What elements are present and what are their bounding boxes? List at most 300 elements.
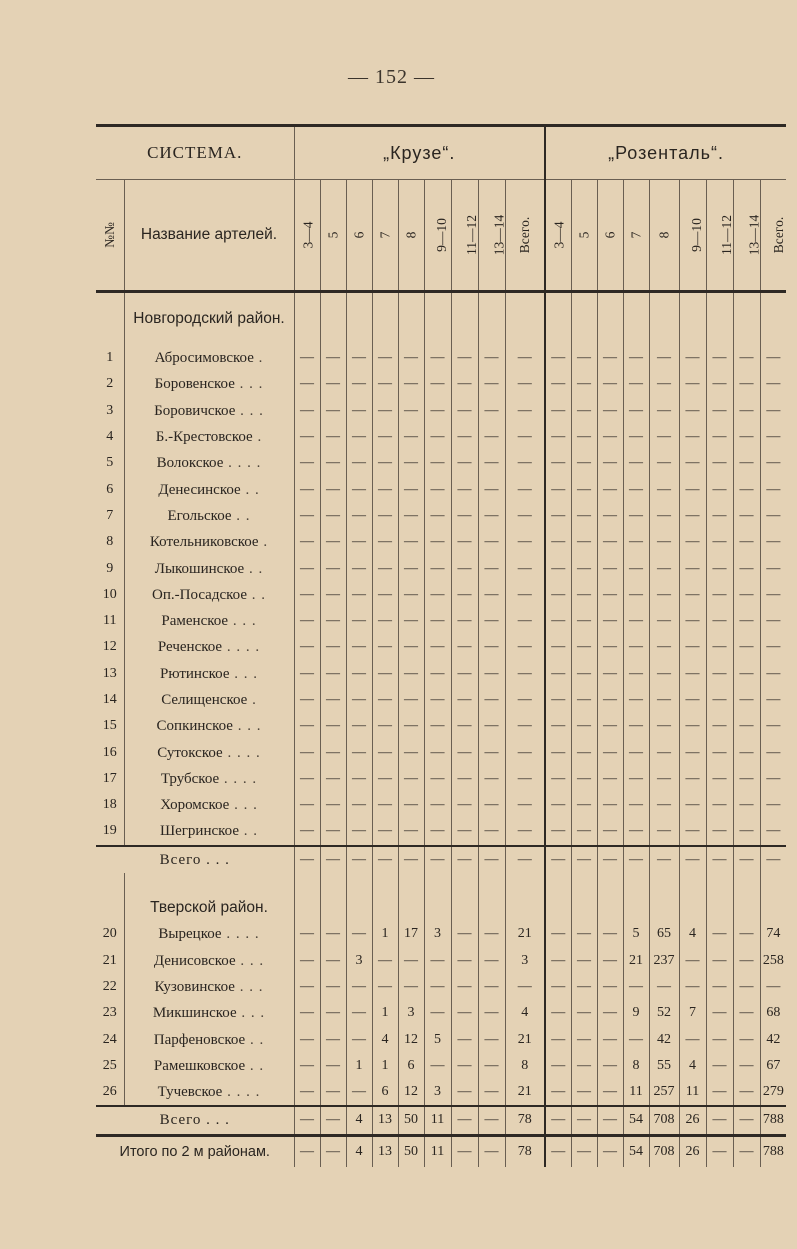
kruze-value: — — [424, 818, 451, 845]
grand-total-label: Итого по 2 м районам. — [96, 1135, 294, 1167]
kruze-value: — — [320, 974, 346, 1000]
rozental-value: — — [706, 450, 733, 476]
kruze-col-header: 6 — [346, 180, 372, 292]
rozental-value: — — [623, 846, 649, 873]
kruze-value: — — [478, 921, 505, 947]
kruze-value: — — [398, 555, 424, 581]
rozental-value: — — [706, 398, 733, 424]
kruze-value: — — [320, 1135, 346, 1167]
rozental-value: — — [597, 661, 623, 687]
kruze-value: 3 — [424, 1079, 451, 1106]
rozental-value: — — [649, 476, 679, 502]
rozental-value: 257 — [649, 1079, 679, 1106]
rozental-value: — — [623, 371, 649, 397]
artel-name-cell — [124, 1000, 294, 1026]
rozental-value: — — [679, 661, 706, 687]
rozental-value: — — [649, 555, 679, 581]
kruze-value: — — [451, 1135, 478, 1167]
kruze-value: — — [398, 450, 424, 476]
artel-name-cell — [124, 792, 294, 818]
kruze-value: — — [346, 582, 372, 608]
kruze-value: — — [478, 974, 505, 1000]
rozental-value: 258 — [760, 948, 786, 974]
kruze-value: — — [294, 608, 320, 634]
rozental-value: — — [571, 398, 597, 424]
rozental-value: — — [623, 503, 649, 529]
kruze-value: — — [294, 739, 320, 765]
rozental-value: — — [597, 529, 623, 555]
kruze-value: — — [478, 1053, 505, 1079]
rozental-value: — — [733, 687, 760, 713]
rozental-value: — — [545, 792, 571, 818]
rozental-value: 26 — [679, 1106, 706, 1135]
kruze-value: — — [451, 1079, 478, 1106]
kruze-value: — — [505, 582, 545, 608]
rozental-value: — — [545, 1000, 571, 1026]
rozental-value: — — [733, 582, 760, 608]
artel-name: Шегринское — [159, 823, 240, 840]
kruze-value: — — [294, 846, 320, 873]
spacer-row — [96, 873, 786, 895]
kruze-value: — — [372, 529, 398, 555]
row-number: 26 — [102, 1084, 117, 1100]
artel-name-cell — [124, 424, 294, 450]
kruze-value: — — [346, 921, 372, 947]
rozental-value: — — [623, 424, 649, 450]
rozental-value: — — [597, 846, 623, 873]
kruze-value: — — [320, 846, 346, 873]
row-number: 4 — [106, 429, 114, 445]
kruze-value: — — [478, 661, 505, 687]
artel-name: Трубское — [160, 770, 220, 787]
kruze-col-header: 11—12 — [451, 180, 478, 292]
row-number: 11 — [103, 613, 117, 629]
rozental-value: 237 — [649, 948, 679, 974]
kruze-value: — — [451, 503, 478, 529]
rozental-value: — — [649, 792, 679, 818]
rozental-value: — — [597, 713, 623, 739]
kruze-value: — — [320, 818, 346, 845]
kruze-value: — — [294, 634, 320, 660]
rozental-value: — — [760, 634, 786, 660]
kruze-col-header: 3—4 — [294, 180, 320, 292]
kruze-value: — — [320, 476, 346, 502]
kruze-value: — — [505, 818, 545, 845]
kruze-value: — — [451, 424, 478, 450]
kruze-value: 3 — [424, 921, 451, 947]
rozental-value: — — [760, 582, 786, 608]
rozental-value: — — [733, 529, 760, 555]
kruze-value: — — [320, 713, 346, 739]
kruze-value: — — [505, 608, 545, 634]
kruze-value: — — [294, 529, 320, 555]
kruze-value: — — [505, 687, 545, 713]
kruze-value: — — [372, 582, 398, 608]
rozental-value: — — [706, 1135, 733, 1167]
leader-dots: . . . — [228, 613, 257, 630]
row-number: 16 — [102, 744, 117, 760]
rozental-value: — — [706, 582, 733, 608]
kruze-value: — — [294, 1026, 320, 1052]
leader-dots: . . — [245, 1057, 265, 1074]
kruze-value: 50 — [398, 1135, 424, 1167]
rozental-value: 5 — [623, 921, 649, 947]
kruze-value: — — [398, 529, 424, 555]
rozental-value: 68 — [760, 1000, 786, 1026]
leader-dots: . . — [239, 823, 259, 840]
kruze-value: — — [372, 739, 398, 765]
kruze-value: 21 — [505, 1026, 545, 1052]
rozental-value: 788 — [760, 1135, 786, 1167]
rozental-value: — — [545, 398, 571, 424]
kruze-value: — — [424, 529, 451, 555]
kruze-value: — — [505, 398, 545, 424]
leader-dots: . . . — [236, 1005, 266, 1022]
kruze-value: — — [294, 1079, 320, 1106]
artel-name-cell — [124, 766, 294, 792]
kruze-value: — — [424, 345, 451, 371]
kruze-value: — — [320, 503, 346, 529]
artel-name-cell — [124, 398, 294, 424]
kruze-value: — — [294, 766, 320, 792]
artel-name-cell — [124, 687, 294, 713]
rozental-value: — — [649, 582, 679, 608]
rozental-value: — — [649, 424, 679, 450]
table-row — [96, 713, 786, 739]
kruze-value: — — [346, 818, 372, 845]
kruze-value: — — [424, 608, 451, 634]
rozental-value: — — [623, 450, 649, 476]
kruze-value: — — [372, 974, 398, 1000]
kruze-col-header: Всего. — [505, 180, 545, 292]
rozental-value: — — [545, 1106, 571, 1135]
rozental-value: — — [545, 345, 571, 371]
rozental-col-header: 7 — [623, 180, 649, 292]
artel-name-cell — [124, 582, 294, 608]
rozental-value: 788 — [760, 1106, 786, 1135]
kruze-value: — — [320, 371, 346, 397]
artels-table — [96, 124, 786, 1167]
table-row — [96, 634, 786, 660]
artel-name: Денисовское — [153, 952, 236, 969]
artel-name-cell — [124, 476, 294, 502]
artel-name-cell — [124, 450, 294, 476]
kruze-value: — — [478, 371, 505, 397]
kruze-value: — — [478, 766, 505, 792]
kruze-value: — — [505, 634, 545, 660]
kruze-value: — — [320, 792, 346, 818]
artel-name: Тучевское — [157, 1084, 223, 1101]
section-title: Тверской район. — [124, 895, 294, 921]
kruze-value: — — [372, 661, 398, 687]
artel-name-cell — [124, 818, 294, 845]
kruze-value: — — [372, 345, 398, 371]
kruze-value: — — [398, 634, 424, 660]
kruze-value: — — [372, 687, 398, 713]
rozental-value: — — [545, 1026, 571, 1052]
rozental-value: — — [649, 634, 679, 660]
rozental-value: — — [760, 661, 786, 687]
rozental-value: 4 — [679, 921, 706, 947]
rozental-value: — — [571, 948, 597, 974]
kruze-value: — — [294, 661, 320, 687]
kruze-value: — — [451, 921, 478, 947]
kruze-value: — — [294, 424, 320, 450]
kruze-value: — — [372, 503, 398, 529]
rozental-value: — — [733, 1106, 760, 1135]
rozental-value: — — [733, 974, 760, 1000]
rozental-value: — — [760, 974, 786, 1000]
rozental-value: — — [545, 739, 571, 765]
kruze-value: — — [478, 713, 505, 739]
kruze-value: — — [478, 608, 505, 634]
artel-name-cell — [124, 529, 294, 555]
kruze-value: — — [294, 503, 320, 529]
kruze-value: — — [320, 398, 346, 424]
kruze-value: — — [505, 713, 545, 739]
kruze-value: — — [451, 1106, 478, 1135]
rozental-value: — — [623, 608, 649, 634]
kruze-value: — — [505, 371, 545, 397]
kruze-value: — — [424, 503, 451, 529]
rozental-value: — — [571, 921, 597, 947]
kruze-value: — — [478, 1135, 505, 1167]
rozental-value: — — [623, 582, 649, 608]
rozental-value: — — [545, 450, 571, 476]
kruze-value: — — [478, 687, 505, 713]
rozental-value: — — [760, 371, 786, 397]
kruze-value: — — [424, 450, 451, 476]
rozental-value: — — [649, 503, 679, 529]
leader-dots: . — [253, 350, 264, 367]
kruze-value: — — [372, 450, 398, 476]
kruze-value: 6 — [398, 1053, 424, 1079]
table-row — [96, 608, 786, 634]
kruze-value: — — [451, 345, 478, 371]
rozental-value: — — [597, 424, 623, 450]
kruze-value: — — [505, 424, 545, 450]
rozental-value: — — [597, 1135, 623, 1167]
rozental-value: — — [649, 529, 679, 555]
kruze-value: — — [320, 1079, 346, 1106]
kruze-value: — — [424, 766, 451, 792]
rozental-value: — — [597, 921, 623, 947]
rozental-value: — — [597, 974, 623, 1000]
rozental-value: 4 — [679, 1053, 706, 1079]
rozental-value: — — [597, 1106, 623, 1135]
kruze-value: — — [478, 1000, 505, 1026]
rozental-value: — — [706, 1106, 733, 1135]
table-row — [96, 792, 786, 818]
kruze-value: — — [294, 476, 320, 502]
rozental-value: — — [597, 1026, 623, 1052]
kruze-value: 4 — [372, 1026, 398, 1052]
artel-name: Боровенское — [154, 376, 235, 393]
kruze-value: — — [294, 948, 320, 974]
rozental-value: — — [597, 687, 623, 713]
rozental-value: — — [733, 371, 760, 397]
kruze-value: — — [451, 555, 478, 581]
table-row — [96, 1079, 786, 1106]
rozental-value: — — [733, 555, 760, 581]
kruze-value: — — [372, 713, 398, 739]
table-row — [96, 503, 786, 529]
kruze-value: 4 — [505, 1000, 545, 1026]
table-row — [96, 555, 786, 581]
artel-name-cell — [124, 555, 294, 581]
rozental-value: — — [545, 582, 571, 608]
kruze-value: — — [424, 1000, 451, 1026]
rozental-value: 54 — [623, 1135, 649, 1167]
section-title-row — [96, 292, 786, 346]
rozental-value: — — [679, 555, 706, 581]
section-title: Новгородский район. — [124, 292, 294, 346]
rozental-value: 74 — [760, 921, 786, 947]
rozental-value: — — [733, 818, 760, 845]
row-number: 23 — [102, 1005, 117, 1021]
kruze-value: 4 — [346, 1106, 372, 1135]
kruze-value: — — [398, 608, 424, 634]
row-number: 5 — [106, 455, 114, 471]
rozental-value: — — [760, 424, 786, 450]
rozental-value: — — [706, 476, 733, 502]
rozental-value: — — [545, 1079, 571, 1106]
rozental-value: 42 — [649, 1026, 679, 1052]
rozental-value: — — [679, 371, 706, 397]
table-row — [96, 1053, 786, 1079]
kruze-value: — — [372, 608, 398, 634]
rozental-value: — — [679, 818, 706, 845]
kruze-value: — — [451, 529, 478, 555]
rozental-value: — — [623, 1026, 649, 1052]
kruze-value: — — [424, 846, 451, 873]
artel-name: Оп.-Посадское — [152, 586, 247, 603]
rozental-value: — — [545, 503, 571, 529]
artel-name-cell — [124, 1026, 294, 1052]
kruze-value: — — [294, 792, 320, 818]
kruze-value: — — [451, 948, 478, 974]
leader-dots: . . . — [232, 718, 262, 735]
kruze-value: — — [505, 974, 545, 1000]
artel-name: Селищенское — [161, 692, 248, 708]
kruze-value: — — [346, 792, 372, 818]
leader-dots: . . . — [229, 797, 258, 814]
rozental-value: — — [679, 948, 706, 974]
rozental-value: — — [733, 948, 760, 974]
rozental-value: — — [597, 739, 623, 765]
kruze-value: — — [294, 974, 320, 1000]
rozental-value: — — [597, 582, 623, 608]
artel-name-cell — [124, 713, 294, 739]
kruze-value: — — [478, 398, 505, 424]
kruze-value: — — [451, 818, 478, 845]
kruze-value: — — [451, 687, 478, 713]
kruze-value: 4 — [346, 1135, 372, 1167]
row-number: 24 — [102, 1031, 117, 1047]
row-number: 22 — [102, 978, 117, 994]
rozental-value: — — [706, 661, 733, 687]
table-row — [96, 371, 786, 397]
artel-name: Сопкинское — [156, 718, 233, 735]
kruze-value: 12 — [398, 1026, 424, 1052]
rozental-value: — — [571, 608, 597, 634]
rozental-value: — — [597, 948, 623, 974]
rozental-value: — — [706, 1026, 733, 1052]
rozental-value: — — [733, 1135, 760, 1167]
rozental-value: — — [679, 503, 706, 529]
kruze-value: — — [398, 371, 424, 397]
kruze-value: — — [505, 739, 545, 765]
rozental-value: — — [760, 398, 786, 424]
rozental-value: — — [733, 713, 760, 739]
rozental-value: — — [733, 398, 760, 424]
rozental-value: — — [760, 846, 786, 873]
kruze-value: — — [398, 713, 424, 739]
rozental-value: — — [545, 766, 571, 792]
rozental-value: — — [571, 1026, 597, 1052]
rozental-value: — — [706, 974, 733, 1000]
kruze-value: — — [505, 450, 545, 476]
rozental-value: 42 — [760, 1026, 786, 1052]
kruze-value: — — [372, 371, 398, 397]
kruze-value: — — [451, 974, 478, 1000]
kruze-value: — — [505, 792, 545, 818]
rozental-value: — — [571, 582, 597, 608]
rozental-value: — — [649, 739, 679, 765]
rozental-value: — — [597, 766, 623, 792]
rozental-value: — — [649, 687, 679, 713]
leader-dots: . . . . — [222, 744, 261, 761]
rozental-value: — — [706, 921, 733, 947]
kruze-value: 12 — [398, 1079, 424, 1106]
leader-dots: . . . . — [219, 770, 258, 787]
artel-name-cell — [124, 503, 294, 529]
rozental-value: — — [623, 713, 649, 739]
table-row — [96, 921, 786, 947]
rozental-value: — — [597, 634, 623, 660]
rozental-value: — — [733, 766, 760, 792]
page-number: — 152 — — [348, 66, 435, 88]
kruze-value: — — [346, 345, 372, 371]
kruze-value: — — [372, 555, 398, 581]
rozental-value: — — [545, 661, 571, 687]
kruze-value: 3 — [398, 1000, 424, 1026]
artel-name-cell — [124, 921, 294, 947]
rozental-value: — — [679, 974, 706, 1000]
kruze-value: — — [398, 948, 424, 974]
table-row — [96, 739, 786, 765]
kruze-value: — — [424, 661, 451, 687]
rozental-value: — — [623, 634, 649, 660]
kruze-value: — — [424, 713, 451, 739]
kruze-value: — — [346, 476, 372, 502]
rozental-value: — — [597, 792, 623, 818]
table-row — [96, 529, 786, 555]
rozental-value: — — [733, 921, 760, 947]
kruze-value: — — [372, 398, 398, 424]
rozental-value: — — [597, 503, 623, 529]
rozental-value: — — [571, 974, 597, 1000]
leader-dots: . . . — [235, 952, 265, 969]
kruze-value: — — [320, 634, 346, 660]
kruze-value: — — [294, 555, 320, 581]
kruze-value: — — [451, 846, 478, 873]
kruze-value: 21 — [505, 1079, 545, 1106]
leader-dots: . . . — [235, 402, 264, 419]
kruze-value: — — [424, 634, 451, 660]
kruze-value: — — [320, 450, 346, 476]
rozental-value: — — [545, 424, 571, 450]
